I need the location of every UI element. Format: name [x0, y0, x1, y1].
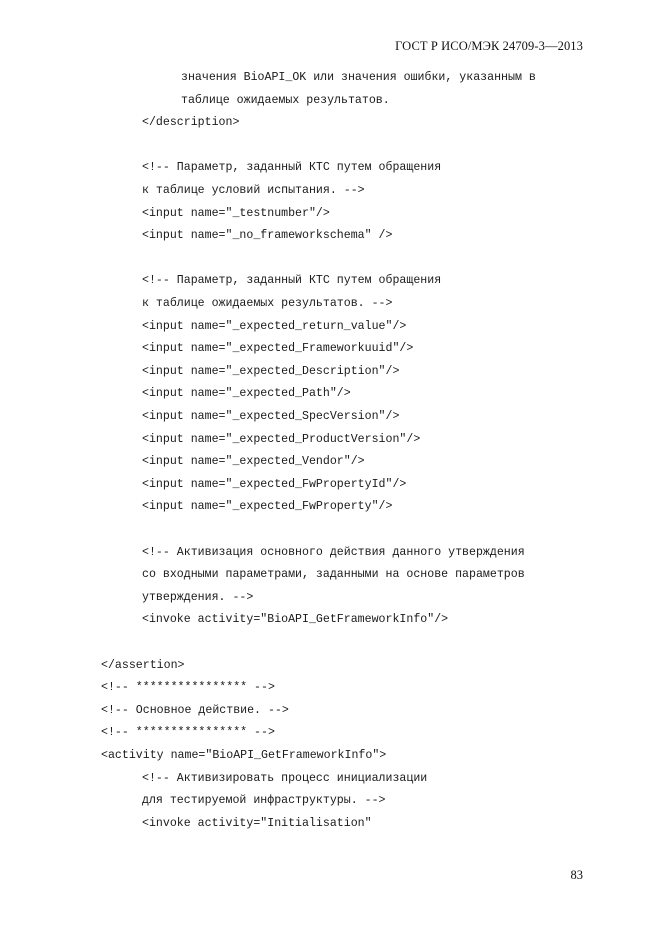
code-line: <!-- **************** -->: [101, 726, 275, 740]
code-line: <!-- Параметр, заданный КТС путем обращения: [142, 161, 442, 175]
code-line: к таблице условий испытания. -->: [142, 184, 365, 197]
code-line: <input name="_expected_ProductVersion"/>: [142, 432, 421, 446]
code-line: </assertion>: [101, 658, 185, 672]
code-line: к таблице ожидаемых результатов. -->: [142, 297, 393, 310]
code-line: <activity name="BioAPI_GetFrameworkInfo">: [101, 749, 387, 762]
code-line: утверждения. -->: [142, 590, 254, 604]
code-line: для тестируемой инфраструктуры. -->: [142, 794, 386, 808]
code-line: <input name="_expected_FwProperty"/>: [142, 500, 393, 514]
code-line: <input name="_expected_SpecVersion"/>: [142, 410, 400, 423]
code-line: <invoke activity="BioAPI_GetFrameworkInfo"/>: [142, 613, 449, 627]
code-line: <input name="_testnumber"/>: [142, 206, 330, 220]
code-line: </description>: [142, 116, 240, 130]
code-line: <invoke activity="Initialisation": [142, 816, 372, 830]
code-line: <input name="_expected_Frameworkuuid"/>: [142, 342, 414, 356]
code-line: <!-- **************** -->: [101, 681, 275, 695]
code-line: <input name="_expected_FwPropertyId"/>: [142, 477, 407, 491]
document-header: ГОСТ Р ИСО/МЭК 24709-3—2013: [395, 39, 583, 53]
code-line: <input name="_expected_Vendor"/>: [142, 455, 365, 469]
code-line: <!-- Активизировать процесс инициализации: [142, 771, 428, 785]
code-line: <!-- Основное действие. -->: [101, 703, 289, 717]
code-line: со входными параметрами, заданными на основе параметров: [142, 568, 525, 582]
code-line: <input name="_expected_Description"/>: [142, 364, 400, 378]
code-line: <input name="_no_frameworkschema" />: [142, 229, 393, 243]
code-line: <!-- Параметр, заданный КТС путем обращения: [142, 274, 442, 288]
code-line: <!-- Активизация основного действия данного утверждения: [142, 545, 525, 559]
code-line: таблице ожидаемых результатов.: [181, 93, 390, 107]
code-line: <input name="_expected_Path"/>: [142, 387, 351, 401]
page-number: 83: [570, 868, 583, 882]
code-line: значения BioAPI_OK или значения ошибки, указанным в: [181, 71, 536, 84]
code-line: <input name="_expected_return_value"/>: [142, 319, 407, 333]
